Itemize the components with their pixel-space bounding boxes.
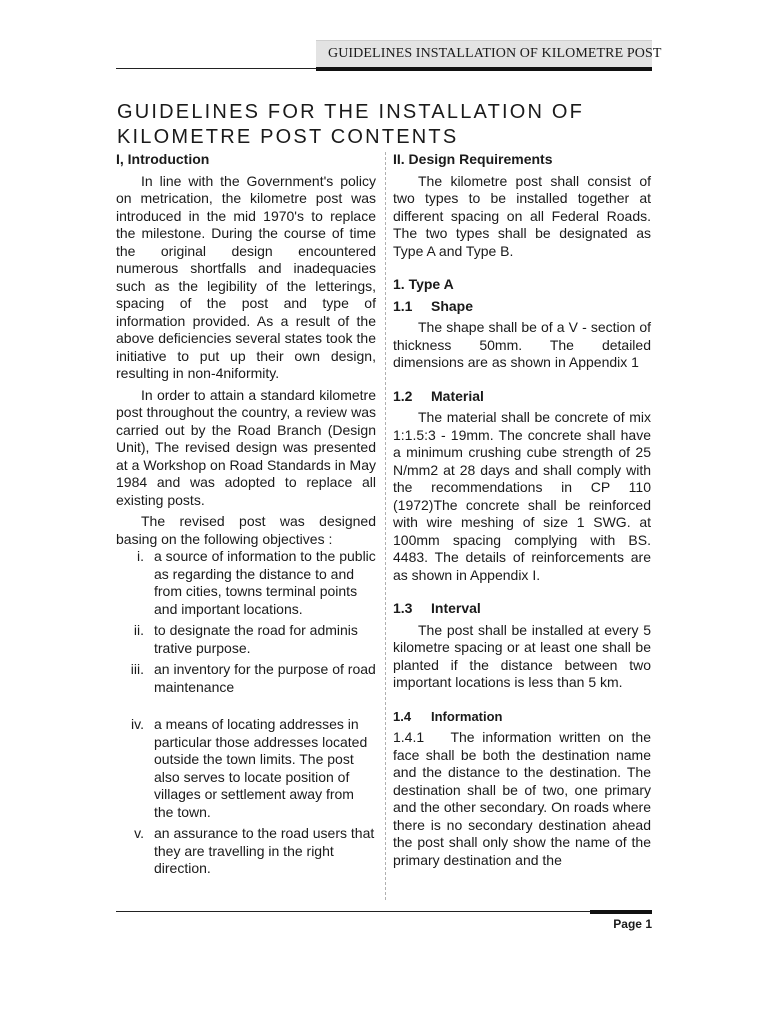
list-item — [116, 661, 376, 696]
information-subsection-text: The information written on the face shall be both the destination name and the distance to the destination. The destination shall be of two, one primary and the other secondary. On roads where there is no secondary destination ahead the post shall only show the name of the primary destination and the — [393, 729, 651, 868]
introduction-paragraph-2: In order to attain a standard kilometre post throughout the country, a review was carried out by the Road Branch (Design Unit), The revised design was presented at a Workshop on Road Standards in May 1984 and was adopted to replace all existing posts. — [116, 386, 376, 508]
list-marker: i. — [137, 548, 144, 564]
interval-text: The post shall be installed at every 5 kilometre spacing or at least one shall be planted if the distance between two important locations is less than 5 km. — [393, 621, 651, 690]
list-item — [116, 716, 376, 821]
information-subsection-number: 1.4.1 — [393, 729, 425, 745]
page-number: Page 1 — [613, 917, 652, 931]
list-item — [116, 622, 376, 657]
document-title-line-2: KILOMETRE POST CONTENTS — [117, 126, 459, 148]
footer-rule-thick — [590, 910, 652, 914]
list-marker: iii. — [130, 661, 144, 677]
shape-number: 1.1 — [393, 297, 413, 314]
shape-text: The shape shall be of a V - section of thickness 50mm. The detailed dimensions are as shown in Appendix 1 — [393, 319, 651, 370]
list-item-text: to designate the road for adminis trative purpose. — [154, 622, 358, 656]
shape-title: Shape — [431, 297, 474, 314]
list-item — [116, 825, 376, 878]
objectives-list — [116, 548, 376, 878]
list-item-text: an assurance to the road users that they are travelling in the right direction. — [154, 825, 375, 876]
interval-number: 1.3 — [393, 600, 413, 616]
column-divider — [385, 152, 386, 900]
information-title: Information — [431, 708, 503, 724]
list-marker: iv. — [131, 716, 144, 732]
type-a-heading: 1. Type A — [393, 276, 454, 292]
list-item-text: a means of locating addresses in particular those addresses located outside the town limits. The post also serves to locate position of villages or settlement away from the town. — [154, 716, 368, 820]
design-requirements-intro: The kilometre post shall consist of two types to be installed together at different spacing on all Federal Roads. The two types shall be designated as Type A and Type B. — [393, 172, 651, 259]
footer-rule — [116, 911, 652, 912]
list-item — [116, 548, 376, 618]
list-item-text: a source of information to the public as regarding the distance to and from cities, towns terminal points and important locations. — [154, 548, 376, 617]
design-requirements-heading: II. Design Requirements — [393, 151, 553, 167]
list-item-text: an inventory for the purpose of road maintenance — [154, 661, 376, 695]
information-text — [393, 729, 651, 869]
material-heading — [393, 388, 651, 406]
interval-heading — [393, 600, 651, 618]
left-column — [116, 151, 376, 878]
list-marker: ii. — [133, 622, 144, 638]
document-title-line-1: GUIDELINES FOR THE INSTALLATION OF — [117, 101, 585, 123]
document-title — [117, 100, 657, 150]
material-text: The material shall be concrete of mix 1:1.5:3 - 19mm. The concrete shall have a minimum crushing cube strength of 25 N/mm2 at 28 days and shall comply with the recommendations in CP 110 (1972)The concrete shall be reinforced with wire meshing of size 1 SWG. at 100mm spacing complying with BS. 4483. The details of reinforcements are as shown in Appendix I. — [393, 409, 651, 583]
information-number: 1.4 — [393, 708, 412, 724]
interval-title: Interval — [431, 600, 481, 616]
shape-heading — [393, 298, 651, 316]
material-title: Material — [431, 387, 484, 404]
header-rule-thick — [316, 67, 652, 71]
list-marker: v. — [134, 825, 144, 841]
introduction-paragraph-1: In line with the Government's policy on metrication, the kilometre post was introduced in the mid 1970's to replace the milestone. During the course of time the original design encountered numerous shortfalls and inadequacies such as the legibility of the letterings, spacing of the post and type of information provided. As a result of the above deficiencies several states took the initiative to put up their own design, resulting in non-4niformity. — [116, 172, 376, 381]
running-header-title: GUIDELINES INSTALLATION OF KILOMETRE POST — [328, 46, 662, 61]
right-column — [393, 151, 651, 869]
information-heading — [393, 708, 651, 726]
introduction-heading: I, Introduction — [116, 151, 210, 167]
material-number: 1.2 — [393, 387, 413, 404]
introduction-paragraph-3: The revised post was designed basing on the following objectives : — [116, 513, 376, 547]
